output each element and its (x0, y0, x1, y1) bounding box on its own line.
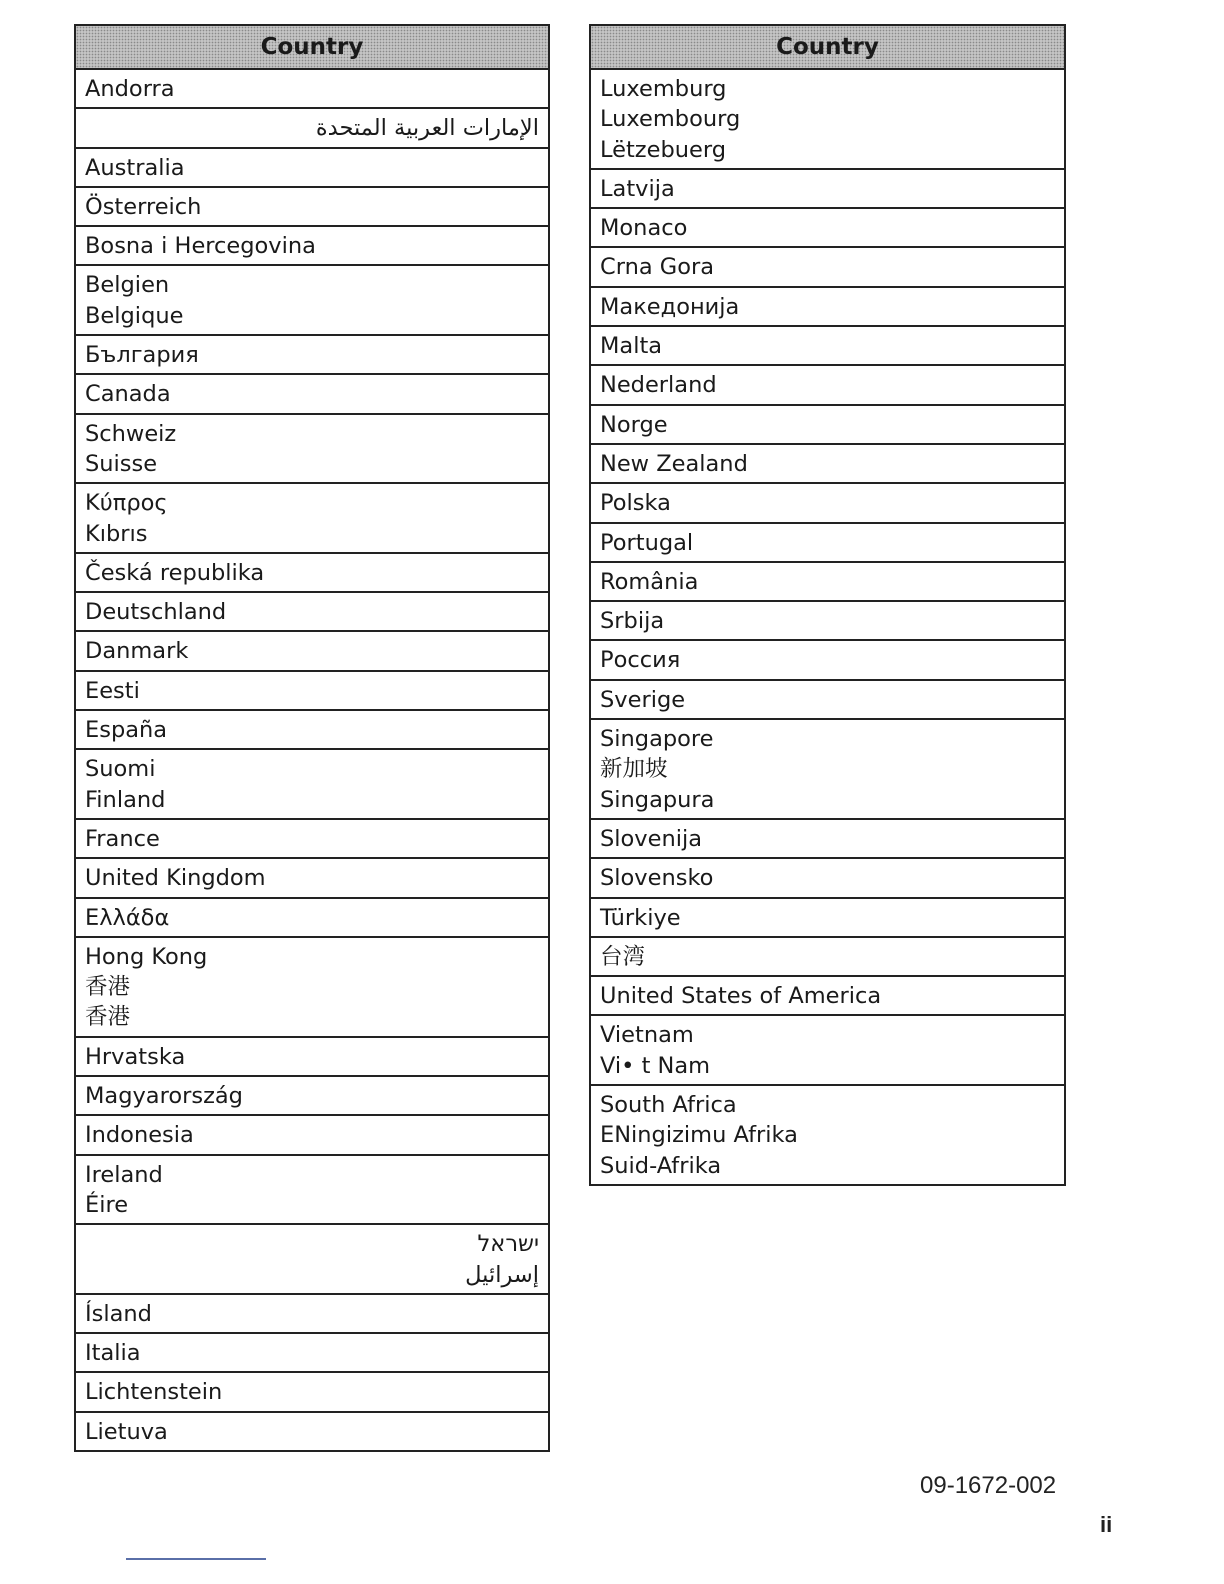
country-name: Australia (85, 154, 185, 181)
country-name: Polska (600, 490, 671, 517)
country-row (591, 288, 1064, 327)
country-name: Kıbrıs (85, 520, 148, 547)
country-row (76, 750, 548, 820)
country-row (76, 149, 548, 188)
country-name: Singapura (600, 786, 715, 813)
country-name: Nederland (600, 372, 717, 399)
country-row (76, 593, 548, 632)
country-row (591, 1016, 1064, 1086)
country-name: Singapore (600, 726, 714, 753)
country-row (76, 899, 548, 938)
country-name: Malta (600, 333, 663, 360)
country-name: Latvija (600, 175, 675, 202)
country-name: Россия (600, 647, 681, 674)
country-table-left (74, 24, 550, 1452)
country-row (76, 711, 548, 750)
country-name: Suomi (85, 756, 156, 783)
country-name: United States of America (600, 983, 882, 1010)
country-row (76, 1116, 548, 1155)
divider (126, 1558, 266, 1560)
country-row (591, 406, 1064, 445)
country-row (591, 820, 1064, 859)
country-row (76, 554, 548, 593)
country-name: ENingizimu Afrika (600, 1122, 798, 1149)
country-row (76, 938, 548, 1038)
country-row (591, 170, 1064, 209)
country-row (591, 70, 1064, 170)
country-name: Indonesia (85, 1122, 194, 1149)
country-name: Ísland (85, 1300, 152, 1327)
page-number: ii (1100, 1512, 1113, 1537)
country-row (76, 375, 548, 414)
country-name: România (600, 568, 699, 595)
country-name: United Kingdom (85, 865, 266, 892)
country-name: Crna Gora (600, 254, 715, 281)
country-name: Česká republika (85, 559, 265, 586)
country-name: 香港 (85, 1004, 131, 1031)
country-row (591, 1086, 1064, 1184)
country-row (76, 415, 548, 485)
country-row (76, 672, 548, 711)
country-name: 香港 (85, 974, 131, 1001)
country-row (591, 366, 1064, 405)
country-row (76, 1334, 548, 1373)
country-name: Suisse (85, 450, 158, 477)
country-name: Srbija (600, 608, 665, 635)
country-row (76, 70, 548, 109)
country-row (591, 641, 1064, 680)
country-name: Luxembourg (600, 106, 741, 133)
country-name: Monaco (600, 215, 688, 242)
country-name: Eesti (85, 677, 140, 704)
country-row (76, 266, 548, 336)
country-row (76, 859, 548, 898)
country-name: Finland (85, 786, 166, 813)
country-name: Κύπρος (85, 490, 168, 517)
country-row (76, 632, 548, 671)
country-name: España (85, 717, 168, 744)
country-row (591, 938, 1064, 977)
country-row (76, 820, 548, 859)
country-name: Canada (85, 381, 171, 408)
country-name: ישראל (477, 1231, 539, 1258)
country-row (76, 1225, 548, 1295)
country-name: Hong Kong (85, 943, 208, 970)
country-name: 新加坡 (600, 756, 668, 783)
table-header: Country (76, 26, 548, 70)
country-name: Luxemburg (600, 76, 727, 102)
country-row (591, 602, 1064, 641)
country-name: Vi• t Nam (600, 1052, 711, 1079)
country-name: Portugal (600, 529, 694, 556)
country-name: Slovenija (600, 825, 703, 852)
table-body (591, 70, 1064, 1184)
country-row (76, 1413, 548, 1450)
country-name: Hrvatska (85, 1043, 186, 1070)
country-row (591, 977, 1064, 1016)
country-name: Deutschland (85, 599, 227, 626)
country-row (76, 1038, 548, 1077)
country-name: Lichtenstein (85, 1379, 223, 1406)
country-row (591, 484, 1064, 523)
country-row (591, 563, 1064, 602)
country-name: Suid-Afrika (600, 1152, 722, 1179)
country-row (591, 445, 1064, 484)
country-name: 台湾 (600, 943, 646, 970)
country-name: Éire (85, 1191, 129, 1218)
country-row (591, 681, 1064, 720)
country-row (591, 327, 1064, 366)
country-row (76, 1077, 548, 1116)
country-row (76, 1156, 548, 1226)
country-row (591, 209, 1064, 248)
country-name: Sverige (600, 686, 686, 713)
country-row (76, 1295, 548, 1334)
country-name: Lëtzebuerg (600, 136, 726, 163)
country-name: Belgique (85, 302, 184, 329)
country-row (591, 524, 1064, 563)
country-name: الإمارات العربية المتحدة (315, 115, 539, 142)
country-name: Italia (85, 1340, 141, 1367)
country-name: France (85, 825, 160, 852)
country-name: Norge (600, 411, 668, 438)
country-row (76, 227, 548, 266)
country-row (76, 109, 548, 148)
country-name: South Africa (600, 1092, 737, 1119)
document-code: 09-1672-002 (920, 1472, 1057, 1499)
country-row (76, 188, 548, 227)
country-name: Ελλάδα (85, 904, 170, 931)
country-name: Slovensko (600, 865, 714, 892)
country-name: Bosna i Hercegovina (85, 233, 316, 260)
country-name: Andorra (85, 76, 175, 102)
country-name: България (85, 342, 199, 369)
country-row (591, 720, 1064, 820)
country-row (76, 1373, 548, 1412)
country-name: Danmark (85, 638, 189, 665)
country-name: Lietuva (85, 1418, 168, 1445)
country-name: Magyarország (85, 1083, 243, 1110)
country-table-right (589, 24, 1066, 1186)
country-name: Schweiz (85, 420, 177, 447)
country-row (591, 859, 1064, 898)
country-name: New Zealand (600, 450, 748, 477)
country-row (76, 484, 548, 554)
country-name: Belgien (85, 272, 170, 299)
country-name: Македонија (600, 293, 740, 320)
country-name: Türkiye (600, 904, 681, 931)
table-body (76, 70, 548, 1450)
country-name: إسرائيل (465, 1261, 539, 1288)
country-row (591, 248, 1064, 287)
country-name: Ireland (85, 1161, 163, 1188)
country-name: Österreich (85, 193, 202, 220)
country-row (76, 336, 548, 375)
table-header: Country (591, 26, 1064, 70)
country-name: Vietnam (600, 1022, 694, 1049)
country-row (591, 899, 1064, 938)
